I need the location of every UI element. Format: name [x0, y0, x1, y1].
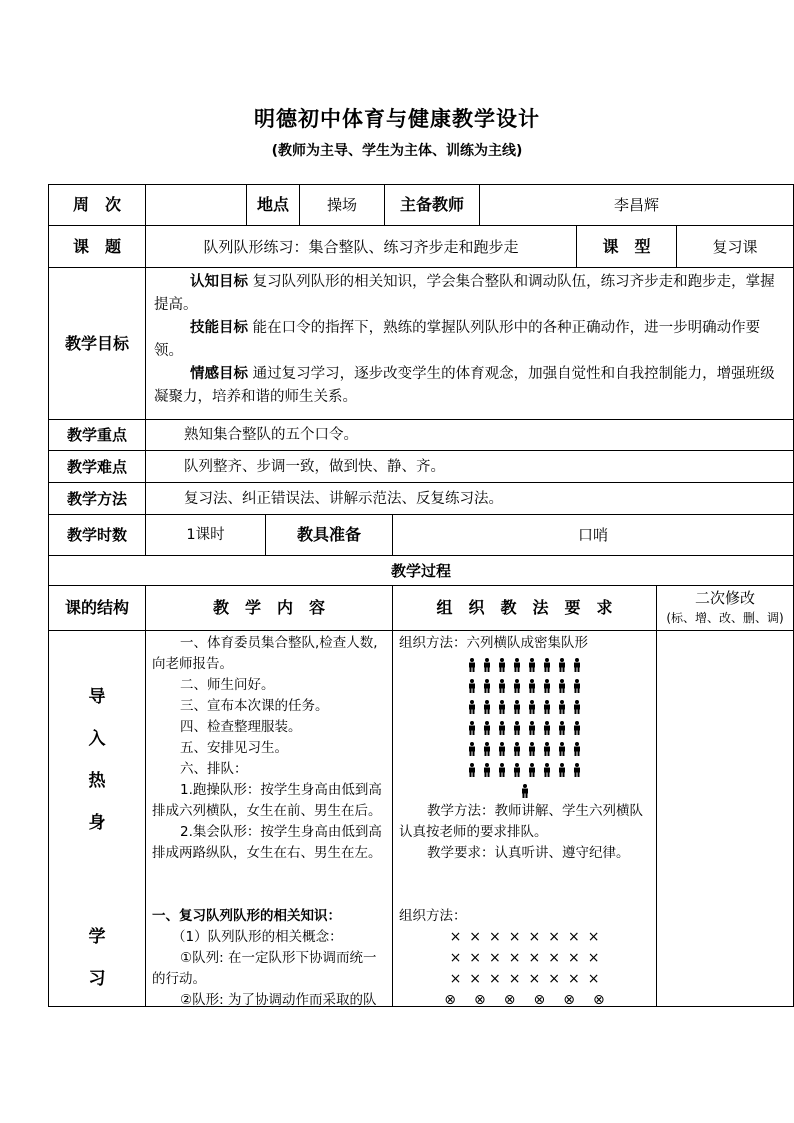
student-figure-icon: [573, 679, 581, 693]
student-figure-icon: [513, 742, 521, 756]
stage-char: 身: [88, 813, 106, 833]
week-value: [145, 184, 247, 226]
student-figure-icon: [528, 763, 536, 777]
stage-char: 入: [88, 729, 106, 749]
student-figure-icon: [498, 742, 506, 756]
student-figure-icon: [483, 721, 491, 735]
student-figure-icon: [528, 742, 536, 756]
student-mark: ×: [489, 929, 501, 945]
student-figure-icon: [528, 658, 536, 672]
revise-column: [656, 630, 794, 1007]
student-figure-icon: [483, 742, 491, 756]
student-figure-icon: [498, 658, 506, 672]
student-mark: ×: [469, 929, 482, 945]
content-line: 2.集会队形：按学生身高由低到高排成两路纵队，女生在右、男生在左。: [152, 824, 382, 861]
org-note: 教学要求：认真听讲、遵守纪律。: [427, 845, 630, 861]
student-figure-icon: [558, 763, 566, 777]
student-figure-icon: [468, 700, 476, 714]
org-title: 组织方法：六列横队成密集队形: [399, 635, 588, 651]
stage-char: 学: [88, 927, 106, 947]
org-column: [392, 630, 657, 1007]
student-figure-icon: [498, 700, 506, 714]
student-figure-icon: [573, 658, 581, 672]
student-figure-icon: [528, 700, 536, 714]
teacher-figure-row: [399, 780, 650, 801]
student-figure-icon: [543, 700, 551, 714]
student-figure-icon: [468, 721, 476, 735]
hours-label: 教学时数: [48, 514, 146, 556]
student-figure-icon: [558, 658, 566, 672]
leader-mark: ⊗: [503, 992, 516, 1007]
student-figure-icon: [558, 721, 566, 735]
student-mark: ×: [489, 971, 501, 987]
stage-char: 习: [88, 969, 106, 989]
student-figure-icon: [498, 763, 506, 777]
stage-column: [48, 630, 146, 1007]
formation-row: [399, 717, 650, 738]
place-label: 地点: [246, 184, 300, 226]
student-mark: ×: [548, 950, 560, 966]
student-mark: ×: [567, 929, 580, 945]
student-mark: ×: [449, 971, 462, 987]
goal-skill: 技能目标 能在口令的指挥下，熟练的掌握队列队形中的各种正确动作，进一步明确动作要领。: [154, 320, 761, 359]
goals-content: [145, 267, 794, 420]
student-mark: ×: [469, 950, 482, 966]
student-mark: ×: [587, 929, 600, 945]
col-structure: 课的结构: [48, 585, 146, 631]
student-mark: ×: [528, 950, 541, 966]
stage-char: 导: [88, 687, 106, 707]
student-figure-icon: [468, 742, 476, 756]
x-row: [399, 948, 650, 969]
page-title: 明德初中体育与健康教学设计: [254, 107, 540, 131]
student-figure-icon: [543, 721, 551, 735]
content-line: 一、体育委员集合整队,检查人数,向老师报告。: [152, 635, 378, 672]
difficulties-value: 队列整齐、步调一致，做到快、静、齐。: [145, 450, 794, 483]
x-row: [399, 927, 650, 948]
difficulties-label: 教学难点: [48, 450, 146, 483]
student-figure-icon: [573, 700, 581, 714]
place-value: 操场: [299, 184, 385, 226]
student-mark: ×: [587, 971, 600, 987]
leader-mark: ⊗: [474, 992, 486, 1007]
student-figure-icon: [558, 679, 566, 693]
student-figure-icon: [513, 721, 521, 735]
student-figure-icon: [483, 763, 491, 777]
formation-row: [399, 696, 650, 717]
process-title: 教学过程: [48, 555, 794, 586]
week-label: 周 次: [48, 184, 146, 226]
student-mark: ×: [489, 950, 501, 966]
content-line: （1）队列队形的相关概念：: [172, 929, 343, 945]
leader-mark: ⊗: [592, 992, 605, 1007]
student-figure-icon: [468, 763, 476, 777]
col-revise-note: (标、增、改、删、调): [666, 611, 784, 625]
page-subtitle: (教师为主导、学生为主体、训练为主线): [271, 143, 523, 159]
methods-value: 复习法、纠正错误法、讲解示范法、反复练习法。: [145, 482, 794, 515]
student-mark: ×: [528, 929, 541, 945]
student-mark: ×: [567, 950, 580, 966]
content-line: 五、安排见习生。: [180, 740, 288, 756]
content-line: 二、师生问好。: [180, 677, 275, 693]
student-mark: ×: [508, 971, 521, 987]
student-figure-icon: [513, 658, 521, 672]
student-figure-icon: [513, 700, 521, 714]
leader-mark: ⊗: [563, 992, 575, 1007]
student-mark: ×: [508, 929, 521, 945]
teacher-value: 李昌辉: [479, 184, 794, 226]
content-column: [145, 630, 393, 1007]
student-mark: ×: [508, 950, 521, 966]
type-label: 课 型: [576, 225, 677, 268]
stage-char: 热: [88, 771, 106, 791]
x-formation: [399, 927, 650, 990]
student-figure-icon: [528, 721, 536, 735]
student-figure-icon: [543, 658, 551, 672]
student-figure-icon: [573, 763, 581, 777]
student-figure-icon: [513, 679, 521, 693]
formation-row: [399, 759, 650, 780]
student-figure-icon: [558, 700, 566, 714]
student-figure-icon: [528, 679, 536, 693]
o-formation: [399, 990, 650, 1007]
teacher-figure-icon: [521, 784, 529, 798]
topic-label: 课 题: [48, 225, 146, 268]
student-mark: ×: [567, 971, 580, 987]
org-title-2: 组织方法：: [399, 908, 467, 924]
col-content: 教 学 内 容: [145, 585, 393, 631]
formation-row: [399, 654, 650, 675]
content-heading: 一、复习队列队形的相关知识：: [152, 908, 341, 924]
org-note: 教学方法：教师讲解、学生六列横队认真按老师的要求排队。: [399, 803, 643, 840]
student-figure-icon: [483, 700, 491, 714]
leader-mark: ⊗: [533, 992, 546, 1007]
col-revise: [656, 585, 794, 631]
goals-label: 教学目标: [48, 267, 146, 420]
student-figure-icon: [573, 742, 581, 756]
methods-label: 教学方法: [48, 482, 146, 515]
col-revise-title: 二次修改: [694, 589, 755, 607]
student-figure-icon: [543, 763, 551, 777]
student-figure-icon: [543, 679, 551, 693]
topic-value: 队列队形练习：集合整队、练习齐步走和跑步走: [145, 225, 577, 268]
formation-diagram: [399, 654, 650, 780]
student-figure-icon: [483, 658, 491, 672]
student-figure-icon: [483, 679, 491, 693]
teacher-label: 主备教师: [384, 184, 480, 226]
student-figure-icon: [558, 742, 566, 756]
goal-emotion: 情感目标 通过复习学习，逐步改变学生的体育观念，加强自觉性和自我控制能力，增强班级凝聚力，培养和谐的师生关系。: [154, 366, 775, 405]
student-mark: ×: [548, 929, 560, 945]
formation-row: [399, 675, 650, 696]
student-figure-icon: [498, 679, 506, 693]
student-figure-icon: [498, 721, 506, 735]
student-mark: ×: [587, 950, 600, 966]
student-mark: ×: [528, 971, 541, 987]
leader-mark: ⊗: [444, 992, 457, 1007]
hours-value: 1课时: [145, 514, 266, 556]
tools-value: 口哨: [392, 514, 794, 556]
student-figure-icon: [513, 763, 521, 777]
student-mark: ×: [469, 971, 482, 987]
student-mark: ×: [548, 971, 560, 987]
student-figure-icon: [468, 658, 476, 672]
content-line: 三、宣布本次课的任务。: [180, 698, 329, 714]
tools-label: 教具准备: [265, 514, 393, 556]
content-line: 四、检查整理服装。: [180, 719, 302, 735]
content-line: ①队列: 在一定队形下协调而统一的行动。: [152, 950, 377, 987]
keypoints-label: 教学重点: [48, 419, 146, 451]
content-line: ②队形: 为了协调动作而采取的队: [180, 992, 377, 1007]
goal-cognitive: 认知目标 复习队列队形的相关知识，学会集合整队和调动队伍，练习齐步走和跑步走，掌握提高。: [154, 274, 775, 313]
student-mark: ×: [449, 950, 462, 966]
student-figure-icon: [573, 721, 581, 735]
keypoints-value: 熟知集合整队的五个口令。: [145, 419, 794, 451]
student-figure-icon: [468, 679, 476, 693]
type-value: 复习课: [676, 225, 794, 268]
x-row: [399, 969, 650, 990]
student-mark: ×: [449, 929, 462, 945]
content-line: 1.跑操队形：按学生身高由低到高排成六列横队，女生在前、男生在后。: [152, 782, 382, 819]
content-line: 六、排队：: [180, 761, 248, 777]
formation-row: [399, 738, 650, 759]
col-org: 组 织 教 法 要 求: [392, 585, 657, 631]
student-figure-icon: [543, 742, 551, 756]
